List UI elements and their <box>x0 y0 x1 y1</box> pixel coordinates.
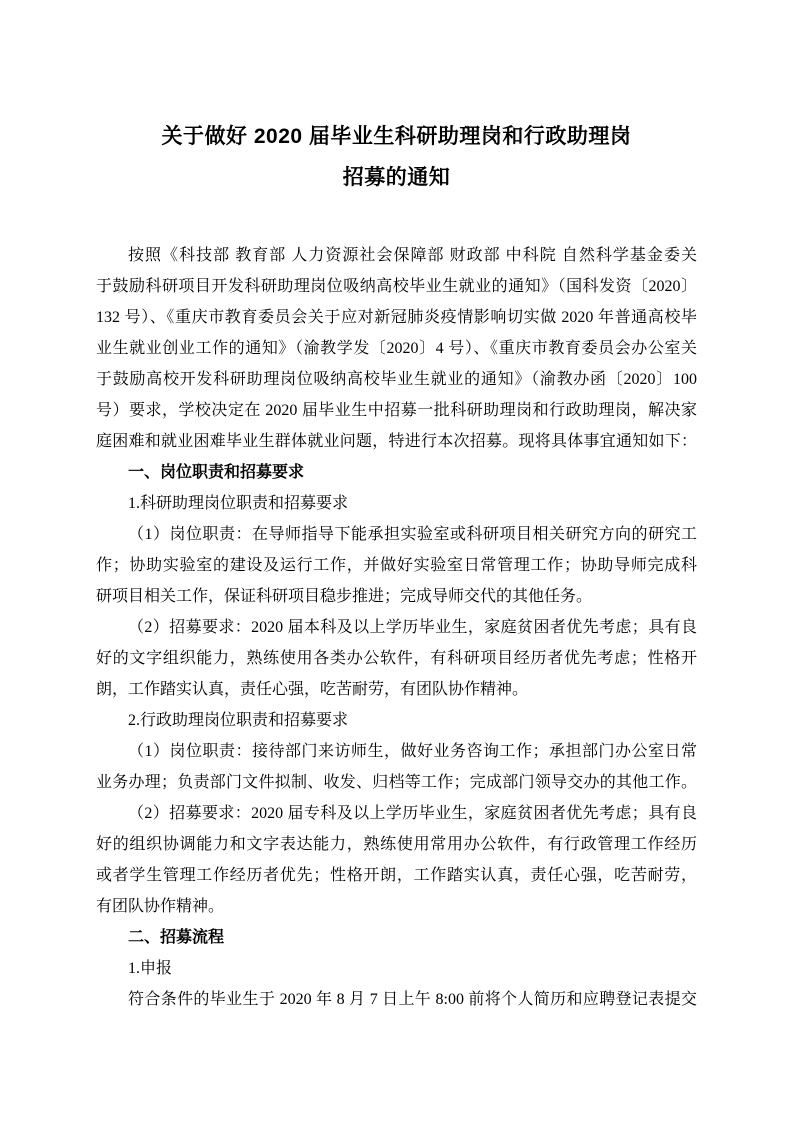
text-line: 业生就业创业工作的通知》（渝教学发〔2020〕4 号）、《重庆市教育委员会办公室关 <box>96 340 697 357</box>
title-line-1: 关于做好 2020 届毕业生科研助理岗和行政助理岗 <box>161 125 632 148</box>
text-line: 好的组织协调能力和文字表达能力，熟练使用常用办公软件，有行政管理工作经历 <box>96 836 697 853</box>
text-line: 研项目相关工作，保证科研项目稳步推进；完成导师交代的其他任务。 <box>96 588 593 605</box>
section-heading: 二、招募流程 <box>128 929 225 946</box>
text-line: 于鼓励高校开发科研助理岗位吸纳高校毕业生就业的通知》（渝教办函〔2020〕100 <box>96 371 697 388</box>
text-line: （2）招募要求：2020 届本科及以上学历毕业生，家庭贫困者优先考虑；具有良 <box>128 619 697 636</box>
text-line: 1.科研助理岗位职责和招募要求 <box>128 495 349 512</box>
text-line: 业务办理；负责部门文件拟制、收发、归档等工作；完成部门领导交办的其他工作。 <box>96 774 697 791</box>
text-line: 庭困难和就业困难毕业生群体就业问题，特进行本次招募。现将具体事宜通知如下： <box>96 433 697 450</box>
document-title <box>0 0 793 198</box>
section-heading: 一、岗位职责和招募要求 <box>128 464 305 481</box>
text-line: 于鼓励科研项目开发科研助理岗位吸纳高校毕业生就业的通知》（国科发资〔2020〕 <box>96 278 697 295</box>
title-line-2: 招募的通知 <box>342 166 451 189</box>
text-line: 作；协助实验室的建设及运行工作，并做好实验室日常管理工作；协助导师完成科 <box>96 557 697 574</box>
text-line: 1.申报 <box>128 960 173 977</box>
text-line: 朗，工作踏实认真，责任心强，吃苦耐劳，有团队协作精神。 <box>96 681 529 698</box>
text-line: （1）岗位职责：在导师指导下能承担实验室或科研项目相关研究方向的研究工 <box>128 526 697 543</box>
text-line: 有团队协作精神。 <box>96 898 225 915</box>
text-line: 符合条件的毕业生于 2020 年 8 月 7 日上午 8:00 前将个人简历和应聘登记表提交 <box>128 991 697 1008</box>
text-line: 号）要求，学校决定在 2020 届毕业生中招募一批科研助理岗和行政助理岗，解决家 <box>96 402 697 419</box>
document-body <box>96 240 697 1015</box>
text-line: 132 号）、《重庆市教育委员会关于应对新冠肺炎疫情影响切实做 2020 年普通高校毕 <box>96 309 697 326</box>
text-line: 2.行政助理岗位职责和招募要求 <box>128 712 349 729</box>
text-line: 或者学生管理工作经历者优先；性格开朗，工作踏实认真，责任心强，吃苦耐劳， <box>96 867 697 884</box>
text-line: 按照《科技部 教育部 人力资源社会保障部 财政部 中科院 自然科学基金委关 <box>128 247 697 264</box>
text-line: （1）岗位职责：接待部门来访师生，做好业务咨询工作；承担部门办公室日常 <box>128 743 697 760</box>
text-line: （2）招募要求：2020 届专科及以上学历毕业生，家庭贫困者优先考虑；具有良 <box>128 805 697 822</box>
text-line: 好的文字组织能力，熟练使用各类办公软件，有科研项目经历者优先考虑；性格开 <box>96 650 697 667</box>
